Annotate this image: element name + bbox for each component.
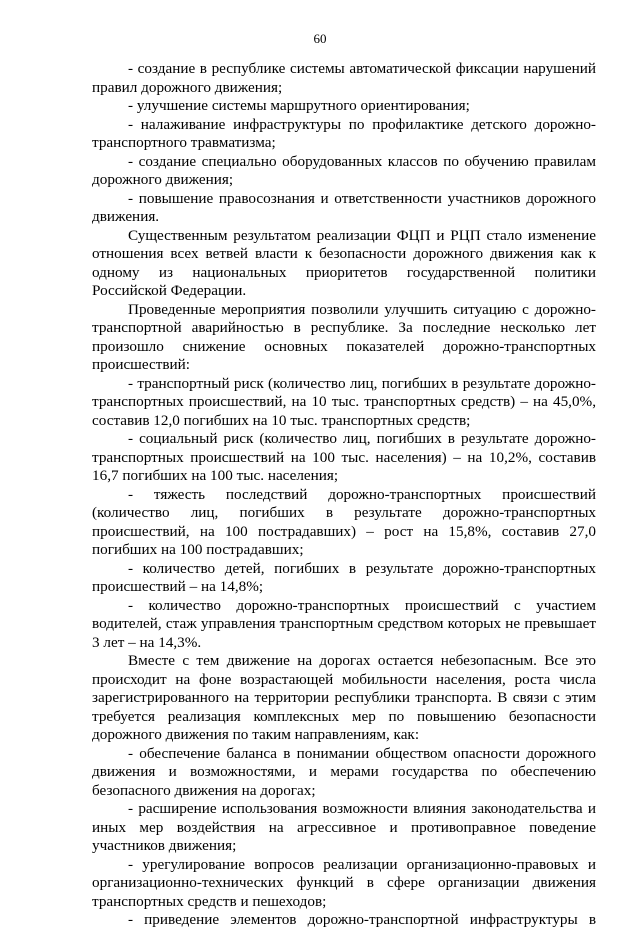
list-item-route-orientation: - улучшение системы маршрутного ориентирования;	[128, 97, 470, 114]
list-item-novice-drivers: - количество дорожно-транспортных происшествий с участием водителей, стаж управления транспортным средством которых не превышает 3 лет – на 14,3%.	[92, 596, 596, 651]
page-number: 60	[313, 31, 327, 46]
list-item-child-prevention: - налаживание инфраструктуры по профилактике детского дорожно-транспортного травматизма;	[92, 115, 596, 151]
paragraph-accident-improvement: Проведенные мероприятия позволили улучшить ситуацию с дорожно-транспортной аварийностью в республике. За последние несколько лет произошло снижение основных показателей дорожно-транспортных происшествий:	[92, 300, 596, 373]
list-item-balance: - обеспечение баланса в понимании обществом опасности дорожного движения и возможностями, и мерами государства по обеспечению безопасного движения на дорогах;	[92, 744, 596, 799]
list-item-regulation: - урегулирование вопросов реализации организационно-правовых и организационно-технических функций в сфере организации движения транспортных средств и пешеходов;	[92, 855, 596, 910]
document-body	[92, 60, 596, 930]
list-item-auto-fixation: - создание в республике системы автоматической фиксации нарушений правил дорожного движения;	[92, 60, 596, 96]
list-item-legislation: - расширение использования возможности влияния законодательства и иных мер воздействия на агрессивное и противоправное поведение участников движения;	[92, 800, 596, 854]
paragraph-fcp-result: Существенным результатом реализации ФЦП и РЦП стало изменение отношения всех ветвей власти к безопасности дорожного движения как к одному из национальных приоритетов государственной политики Российской Федерации.	[92, 226, 596, 299]
list-item-training-classes: - создание специально оборудованных классов по обучению правилам дорожного движения;	[92, 152, 596, 188]
list-item-severity: - тяжесть последствий дорожно-транспортных происшествий (количество лиц, погибших в результате дорожно-транспортных происшествий, на 100 пострадавших) – рост на 15,8%, составив 27,0 погибших на 100 пострадавших;	[92, 485, 596, 558]
list-item-children-killed: - количество детей, погибших в результате дорожно-транспортных происшествий – на 14,8%;	[92, 559, 596, 595]
list-item-infrastructure: - приведение элементов дорожно-транспортной инфраструктуры в	[128, 911, 596, 928]
paragraph-remaining-danger: Вместе с тем движение на дорогах остается небезопасным. Все это происходит на фоне возрастающей мобильности населения, роста числа зарегистрированного на территории республики транспорта. В связи с этим требуется реализация комплексных мер по повышению безопасности дорожного движения по таким направлениям, как:	[92, 652, 596, 743]
list-item-social-risk: - социальный риск (количество лиц, погибших в результате дорожно-транспортных происшествий на 100 тыс. населения) – на 10,2%, составив 16,7 погибших на 100 тыс. населения;	[92, 430, 596, 484]
list-item-transport-risk: - транспортный риск (количество лиц, погибших в результате дорожно-транспортных происшествий, на 10 тыс. транспортных средств) – на 45,0%, составив 12,0 погибших на 10 тыс. транспортных средств;	[92, 374, 596, 429]
list-item-legal-awareness: - повышение правосознания и ответственности участников дорожного движения.	[92, 189, 596, 225]
